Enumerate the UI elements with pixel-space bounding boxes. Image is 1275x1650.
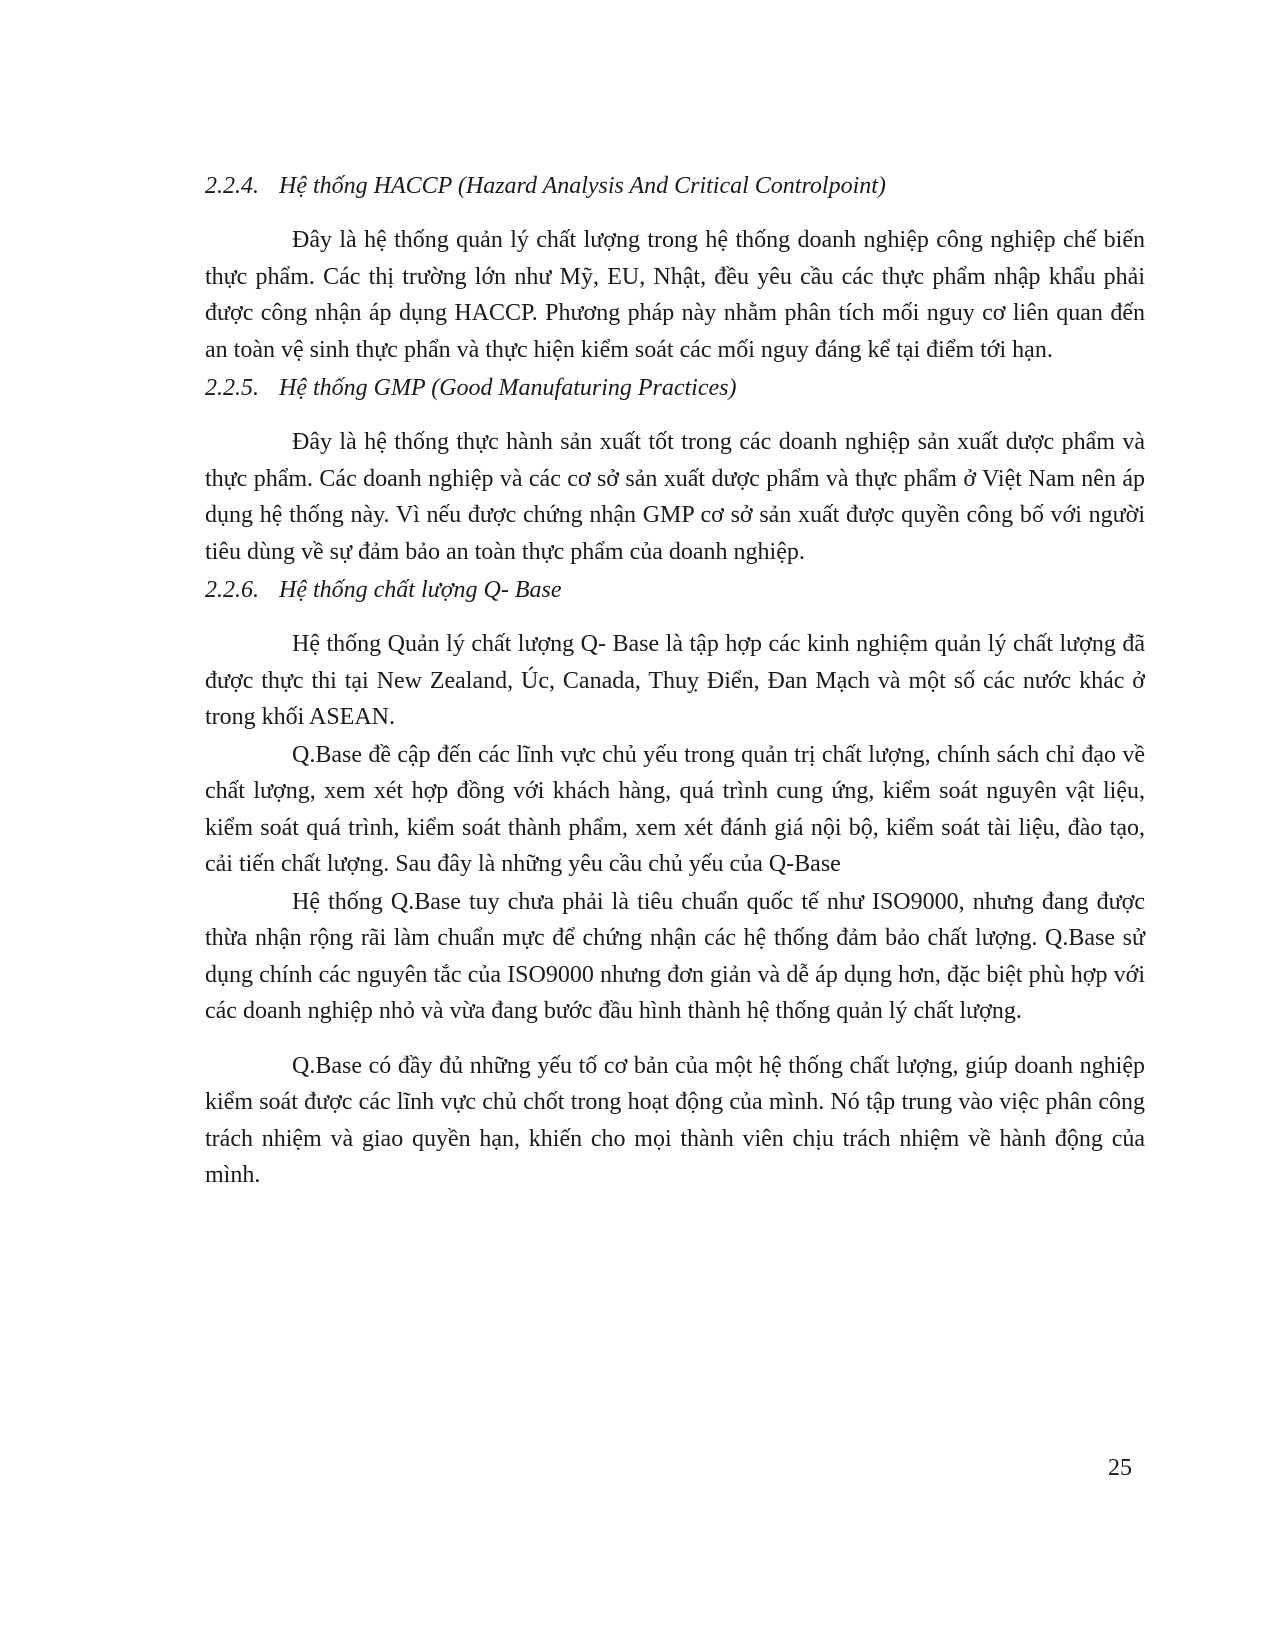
paragraph: Hệ thống Q.Base tuy chưa phải là tiêu chuẩn quốc tế như ISO9000, nhưng đang được thừa nhận rộng rãi làm chuẩn mực để chứng nhận các hệ thống đảm bảo chất lượng. Q.Base sử dụng chính các nguyên tắc của ISO9000 nhưng đơn giản và dễ áp dụng hơn, đặc biệt phù hợp với các doanh nghiệp nhỏ và vừa đang bước đầu hình thành hệ thống quản lý chất lượng. <box>205 888 1145 1024</box>
paragraph: Hệ thống Quản lý chất lượng Q- Base là tập hợp các kinh nghiệm quản lý chất lượng đã được thực thi tại New Zealand, Úc, Canada, Thuỵ Điển, Đan Mạch và một số các nước khác ở trong khối ASEAN. <box>205 631 1145 730</box>
section-heading-qbase <box>205 572 1145 608</box>
paragraph: Đây là hệ thống quản lý chất lượng trong hệ thống doanh nghiệp công nghiệp chế biến thực phẩm. Các thị trường lớn như Mỹ, EU, Nhật, đều yêu cầu các thực phẩm nhập khẩu phải được công nhận áp dụng HACCP. Phương pháp này nhằm phân tích mối nguy cơ liên quan đến an toàn vệ sinh thực phẩn và thực hiện kiểm soát các mối nguy đáng kể tại điểm tới hạn. <box>205 227 1145 363</box>
paragraph: Đây là hệ thống thực hành sản xuất tốt trong các doanh nghiệp sản xuất dược phẩm và thực phẩm. Các doanh nghiệp và các cơ sở sản xuất dược phẩm và thực phẩm ở Việt Nam nên áp dụng hệ thống này. Vì nếu được chứng nhận GMP cơ sở sản xuất được quyền công bố với người tiêu dùng về sự đảm bảo an toàn thực phẩm của doanh nghiệp. <box>205 429 1145 565</box>
paragraph: Q.Base có đầy đủ những yếu tố cơ bản của một hệ thống chất lượng, giúp doanh nghiệp kiểm soát được các lĩnh vực chủ chốt trong hoạt động của mình. Nó tập trung vào việc phân công trách nhiệm và giao quyền hạn, khiến cho mọi thành viên chịu trách nhiệm về hành động của mình. <box>205 1052 1145 1188</box>
section-number: 2.2.4. <box>205 173 259 199</box>
section-number: 2.2.6. <box>205 577 259 603</box>
page-number: 25 <box>1108 1455 1132 1481</box>
section-heading-haccp <box>205 168 1145 204</box>
section-title: Hệ thống chất lượng Q- Base <box>279 577 562 603</box>
section-heading-gmp <box>205 370 1145 406</box>
section-title: Hệ thống HACCP (Hazard Analysis And Critical Controlpoint) <box>279 173 886 199</box>
section-number: 2.2.5. <box>205 375 259 401</box>
paragraph: Q.Base đề cập đến các lĩnh vực chủ yếu trong quản trị chất lượng, chính sách chỉ đạo về chất lượng, xem xét hợp đồng với khách hàng, quá trình cung ứng, kiểm soát nguyên vật liệu, kiểm soát quá trình, kiểm soát thành phẩm, xem xét đánh giá nội bộ, kiểm soát tài liệu, đào tạo, cải tiến chất lượng. Sau đây là những yêu cầu chủ yếu của Q-Base <box>205 741 1145 877</box>
page-content <box>205 168 1145 1194</box>
section-title: Hệ thống GMP (Good Manufaturing Practices) <box>279 375 737 401</box>
